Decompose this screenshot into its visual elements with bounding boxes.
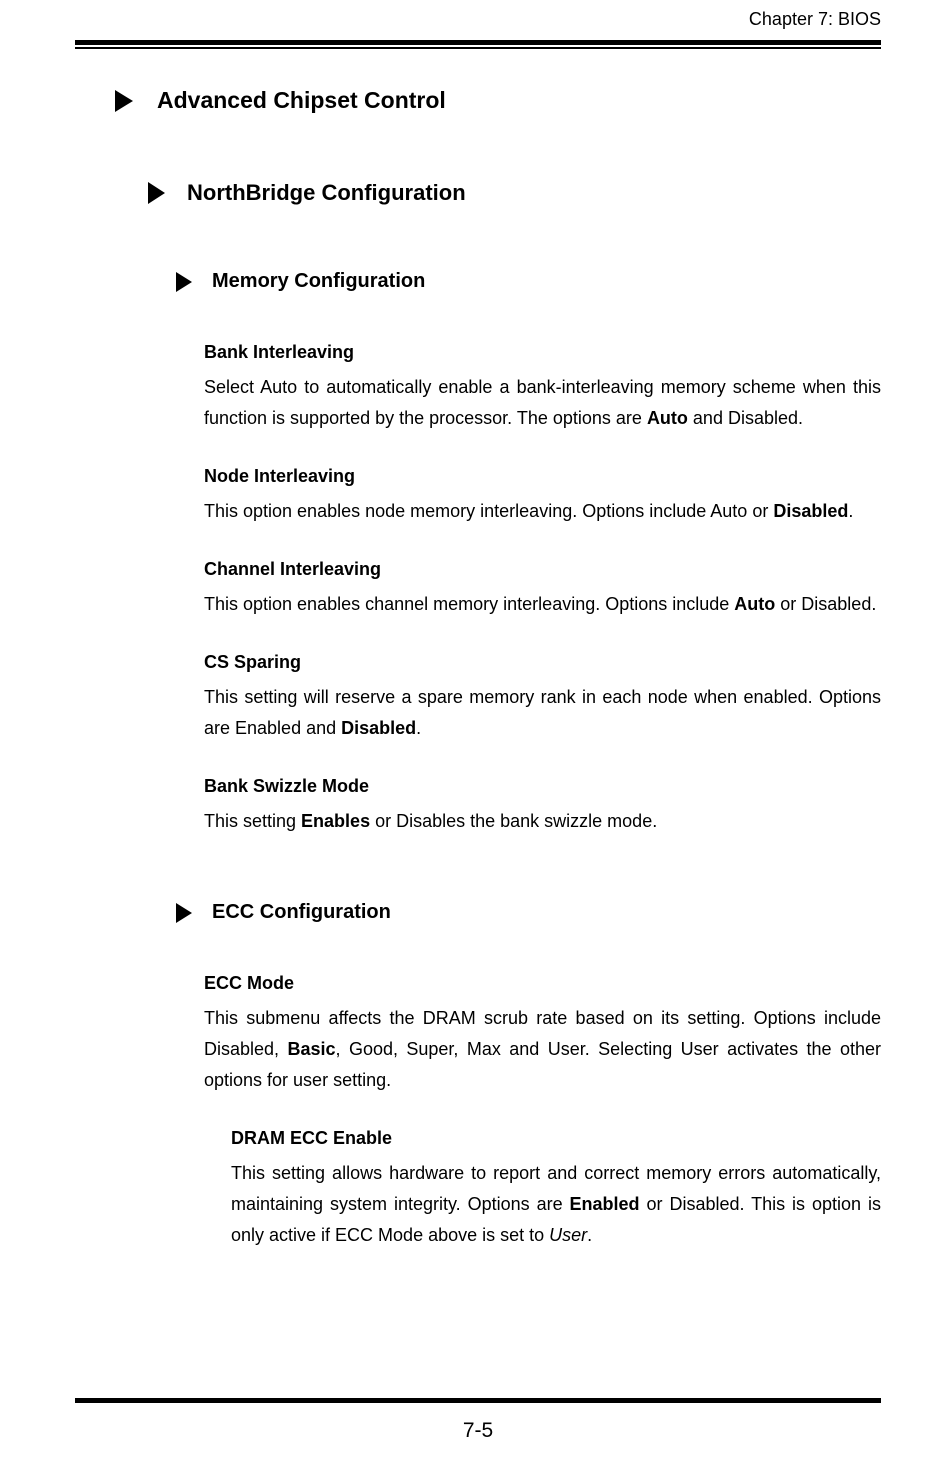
- entry-body: This option enables channel memory interleaving. Options include Auto or Disabled.: [204, 594, 877, 614]
- right-triangle-icon: [148, 182, 165, 204]
- entry-cs-sparing: [75, 651, 881, 744]
- section-ecc-configuration: [75, 901, 881, 924]
- section-title: ECC Configuration: [212, 901, 391, 923]
- header-rule: [75, 40, 881, 49]
- section-northbridge-configuration: [75, 180, 881, 206]
- entry-bank-swizzle-mode: [75, 775, 881, 837]
- entry-title: Bank Swizzle Mode: [204, 776, 370, 796]
- entry-title: Bank Interleaving: [204, 342, 355, 362]
- entry-body: This setting Enables or Disables the bank swizzle mode.: [204, 811, 658, 831]
- entry-channel-interleaving: [75, 558, 881, 620]
- entry-title: CS Sparing: [204, 652, 302, 672]
- entry-dram-ecc-enable: [75, 1127, 881, 1251]
- entry-body: This setting allows hardware to report and correct memory errors automatically, maintaining system integrity. Options are Enabled or Disabled. This is option is only active if ECC Mode above is set to User.: [231, 1163, 881, 1245]
- page-number: 7-5: [462, 1419, 494, 1442]
- entry-body: This setting will reserve a spare memory rank in each node when enabled. Options are Enabled and Disabled.: [204, 687, 881, 738]
- right-triangle-icon: [176, 903, 192, 923]
- entry-body: This option enables node memory interleaving. Options include Auto or Disabled.: [204, 501, 854, 521]
- page-footer: [75, 1398, 881, 1443]
- section-advanced-chipset-control: [75, 87, 881, 114]
- footer-rule: [75, 1398, 881, 1403]
- entry-body: Select Auto to automatically enable a bank-interleaving memory scheme when this function is supported by the processor. The options are Auto and Disabled.: [204, 377, 881, 428]
- header-rule-thin: [75, 47, 881, 49]
- section-title: Advanced Chipset Control: [157, 87, 446, 113]
- entry-title: Channel Interleaving: [204, 559, 382, 579]
- entry-node-interleaving: [75, 465, 881, 527]
- section-title: Memory Configuration: [212, 270, 426, 292]
- entry-ecc-mode: [75, 972, 881, 1096]
- right-triangle-icon: [176, 272, 192, 292]
- entry-title: DRAM ECC Enable: [231, 1128, 393, 1148]
- right-triangle-icon: [115, 90, 133, 112]
- section-memory-configuration: [75, 270, 881, 293]
- header-rule-thick: [75, 40, 881, 45]
- page-content: [75, 0, 881, 1251]
- entry-body: This submenu affects the DRAM scrub rate based on its setting. Options include Disabled, Basic, Good, Super, Max and User. Selecting User activates the other options for user setting.: [204, 1008, 881, 1090]
- chapter-header-text: Chapter 7: BIOS: [748, 9, 881, 29]
- entry-title: ECC Mode: [204, 973, 294, 993]
- entry-title: Node Interleaving: [204, 466, 356, 486]
- entry-bank-interleaving: [75, 341, 881, 434]
- section-title: NorthBridge Configuration: [187, 180, 466, 205]
